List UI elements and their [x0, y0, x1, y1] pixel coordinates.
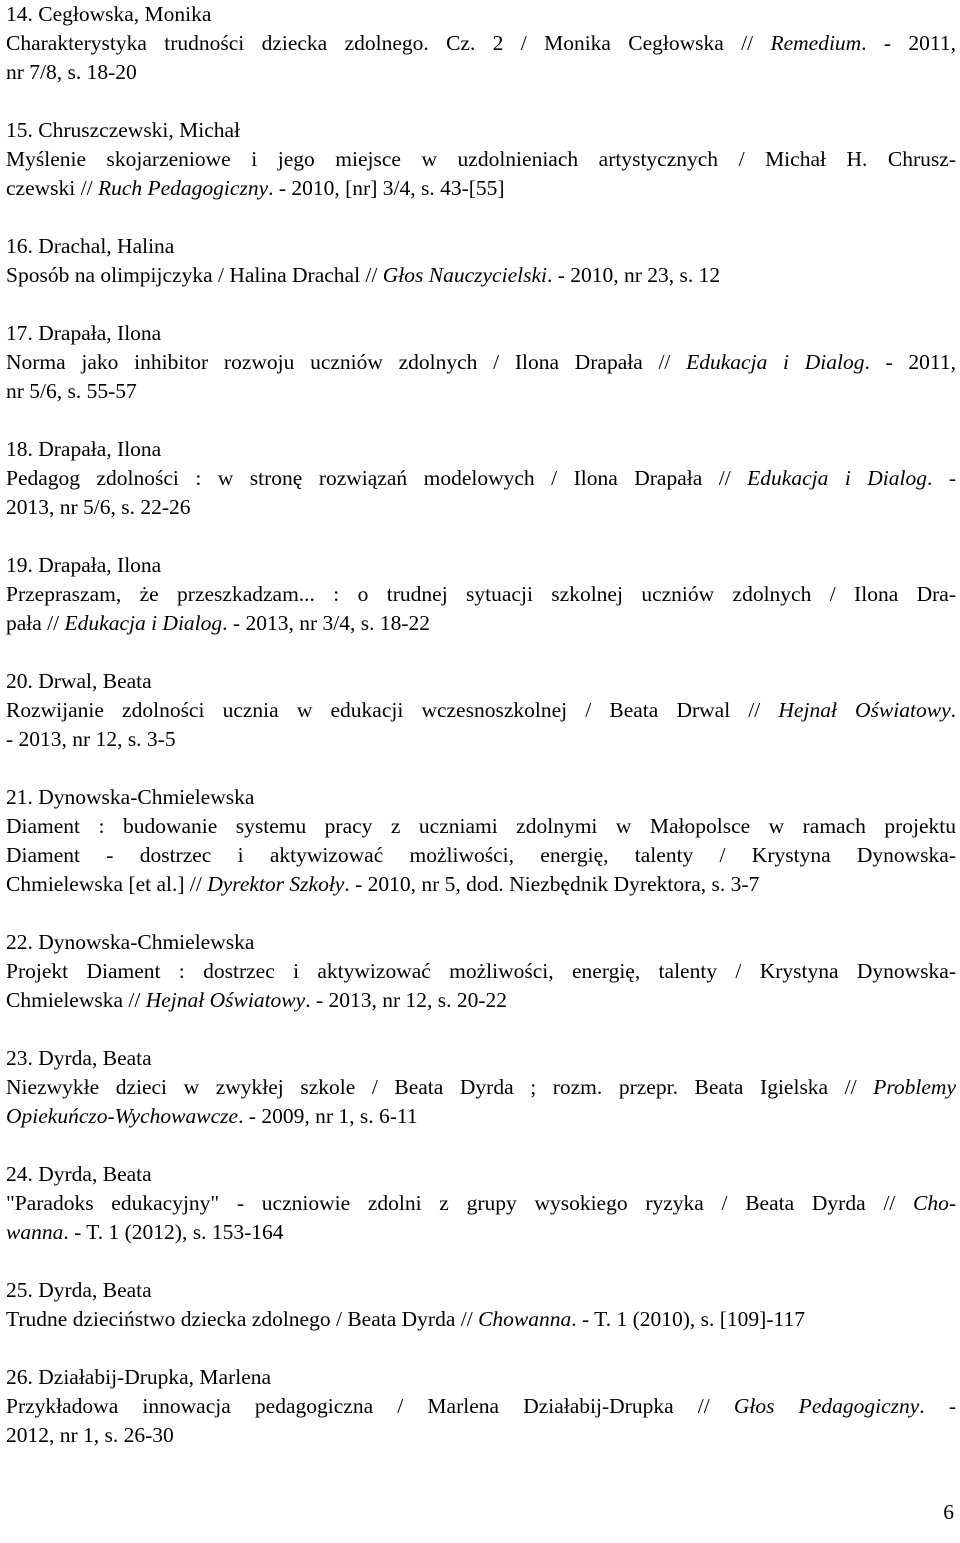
entry-description-line: [6, 1421, 956, 1450]
entry-text: Diament : budowanie systemu pracy z uczniami zdolnymi w Małopolsce w ramach projektu: [6, 814, 956, 838]
entry-text: 2012, nr 1, s. 26-30: [6, 1423, 174, 1447]
entry-description-line: [6, 986, 956, 1015]
entry-description-line: [6, 1218, 956, 1247]
journal-title: Opiekuńczo-Wychowawcze: [6, 1104, 239, 1128]
entry-text: Norma jako inhibitor rozwoju uczniów zdolnych / Ilona Drapała //: [6, 350, 687, 374]
entry-text: Rozwijanie zdolności ucznia w edukacji wczesnoszkolnej / Beata Drwal //: [6, 698, 779, 722]
entry-description-line: [6, 145, 956, 174]
entry-text: Pedagog zdolności : w stronę rozwiązań modelowych / Ilona Drapała //: [6, 466, 748, 490]
bibliography-entry: [6, 1363, 956, 1450]
bibliography-entry: [6, 783, 956, 899]
entry-description-line: [6, 1073, 956, 1102]
entry-heading: 25. Dyrda, Beata: [6, 1278, 152, 1302]
entry-heading: 16. Drachal, Halina: [6, 234, 175, 258]
entry-text: . - 2011,: [864, 350, 956, 374]
entry-heading: 21. Dynowska-Chmielewska: [6, 785, 255, 809]
entry-text: pała //: [6, 611, 65, 635]
entry-description-line: [6, 841, 956, 870]
entry-text: Diament - dostrzec i aktywizować możliwości, energię, talenty / Krystyna Dynowska-: [6, 843, 956, 867]
entry-description-line: [6, 812, 956, 841]
entry-text: Przykładowa innowacja pedagogiczna / Marlena Działabij-Drupka //: [6, 1394, 734, 1418]
entry-text: - 2013, nr 12, s. 3-5: [6, 727, 176, 751]
bibliography-entry: [6, 232, 956, 290]
entry-text: . -: [926, 466, 956, 490]
entry-heading: 18. Drapała, Ilona: [6, 437, 162, 461]
bibliography-entry: [6, 319, 956, 406]
entry-text: . - 2013, nr 3/4, s. 18-22: [222, 611, 430, 635]
journal-title: wanna: [6, 1220, 64, 1244]
entry-text: . - T. 1 (2012), s. 153-164: [63, 1220, 284, 1244]
entry-description-line: [6, 725, 956, 754]
entry-text: nr 7/8, s. 18-20: [6, 60, 137, 84]
entry-text: Charakterystyka trudności dziecka zdolnego. Cz. 2 / Monika Cegłowska //: [6, 31, 771, 55]
entry-description-line: [6, 1392, 956, 1421]
entry-description-line: [6, 58, 956, 87]
entry-heading: 23. Dyrda, Beata: [6, 1046, 152, 1070]
journal-title: Dyrektor Szkoły: [207, 872, 345, 896]
entry-description-line: [6, 609, 956, 638]
entry-heading: 20. Drwal, Beata: [6, 669, 152, 693]
entry-text: Projekt Diament : dostrzec i aktywizować możliwości, energię, talenty / Krystyna Dynowska-: [6, 959, 956, 983]
entry-text: Chmielewska //: [6, 988, 146, 1012]
entry-text: . -: [919, 1394, 956, 1418]
entry-description-line: [6, 464, 956, 493]
bibliography-entry: [6, 435, 956, 522]
entry-heading: 14. Cegłowska, Monika: [6, 2, 212, 26]
entry-text: . - 2010, [nr] 3/4, s. 43-[55]: [268, 176, 505, 200]
journal-title: Chowanna: [478, 1307, 572, 1331]
entry-description-line: [6, 1189, 956, 1218]
entry-description-line: [6, 377, 956, 406]
journal-title: Remedium: [770, 31, 862, 55]
entry-text: "Paradoks edukacyjny" - uczniowie zdolni z grupy wysokiego ryzyka / Beata Dyrda //: [6, 1191, 913, 1215]
entry-description-line: [6, 29, 956, 58]
entry-text: Sposób na olimpijczyka / Halina Drachal //: [6, 263, 383, 287]
entry-text: nr 5/6, s. 55-57: [6, 379, 137, 403]
entry-heading: 26. Działabij-Drupka, Marlena: [6, 1365, 272, 1389]
bibliography-entry: [6, 0, 956, 87]
entry-description-line: [6, 348, 956, 377]
entry-text: Trudne dzieciństwo dziecka zdolnego / Beata Dyrda //: [6, 1307, 479, 1331]
journal-title: Edukacja i Dialog: [686, 350, 865, 374]
entry-heading: 19. Drapała, Ilona: [6, 553, 162, 577]
entry-heading: 17. Drapała, Ilona: [6, 321, 162, 345]
journal-title: Hejnał Oświatowy: [145, 988, 306, 1012]
entry-text: . - 2010, nr 5, dod. Niezbędnik Dyrektora, s. 3-7: [344, 872, 760, 896]
entry-text: .: [950, 698, 956, 722]
page-number: 6: [943, 1500, 954, 1524]
entry-text: . - T. 1 (2010), s. [109]-117: [571, 1307, 805, 1331]
journal-title: Edukacja i Dialog: [747, 466, 927, 490]
entry-description-line: [6, 1305, 956, 1334]
bibliography-list: [6, 0, 956, 1450]
journal-title: Ruch Pedagogiczny: [97, 176, 269, 200]
bibliography-entry: [6, 667, 956, 754]
entry-description-line: [6, 261, 956, 290]
entry-description-line: [6, 870, 956, 899]
entry-text: Niezwykłe dzieci w zwykłej szkole / Beata Dyrda ; rozm. przepr. Beata Igielska //: [6, 1075, 874, 1099]
bibliography-entry: [6, 1044, 956, 1131]
journal-title: Cho-: [913, 1191, 956, 1215]
entry-heading: 24. Dyrda, Beata: [6, 1162, 152, 1186]
entry-text: . - 2011,: [861, 31, 956, 55]
entry-description-line: [6, 580, 956, 609]
bibliography-entry: [6, 551, 956, 638]
journal-title: Głos Pedagogiczny: [733, 1394, 920, 1418]
bibliography-entry: [6, 1160, 956, 1247]
entry-description-line: [6, 493, 956, 522]
entry-text: . - 2010, nr 23, s. 12: [546, 263, 721, 287]
journal-title: Edukacja i Dialog: [64, 611, 223, 635]
entry-text: Chmielewska [et al.] //: [6, 872, 208, 896]
entry-description-line: [6, 1102, 956, 1131]
journal-title: Problemy: [873, 1075, 956, 1099]
entry-description-line: [6, 957, 956, 986]
journal-title: Głos Nauczycielski: [382, 263, 547, 287]
bibliography-entry: [6, 928, 956, 1015]
entry-text: czewski //: [6, 176, 98, 200]
bibliography-entry: [6, 116, 956, 203]
bibliography-entry: [6, 1276, 956, 1334]
entry-description-line: [6, 696, 956, 725]
entry-text: Myślenie skojarzeniowe i jego miejsce w uzdolnieniach artystycznych / Michał H. Chrusz-: [6, 147, 956, 171]
entry-text: . - 2013, nr 12, s. 20-22: [305, 988, 508, 1012]
entry-text: 2013, nr 5/6, s. 22-26: [6, 495, 191, 519]
entry-text: Przepraszam, że przeszkadzam... : o trudnej sytuacji szkolnej uczniów zdolnych / Ilona Dra-: [6, 582, 956, 606]
entry-heading: 15. Chruszczewski, Michał: [6, 118, 241, 142]
entry-text: . - 2009, nr 1, s. 6-11: [238, 1104, 418, 1128]
entry-description-line: [6, 174, 956, 203]
journal-title: Hejnał Oświatowy: [778, 698, 951, 722]
entry-heading: 22. Dynowska-Chmielewska: [6, 930, 255, 954]
